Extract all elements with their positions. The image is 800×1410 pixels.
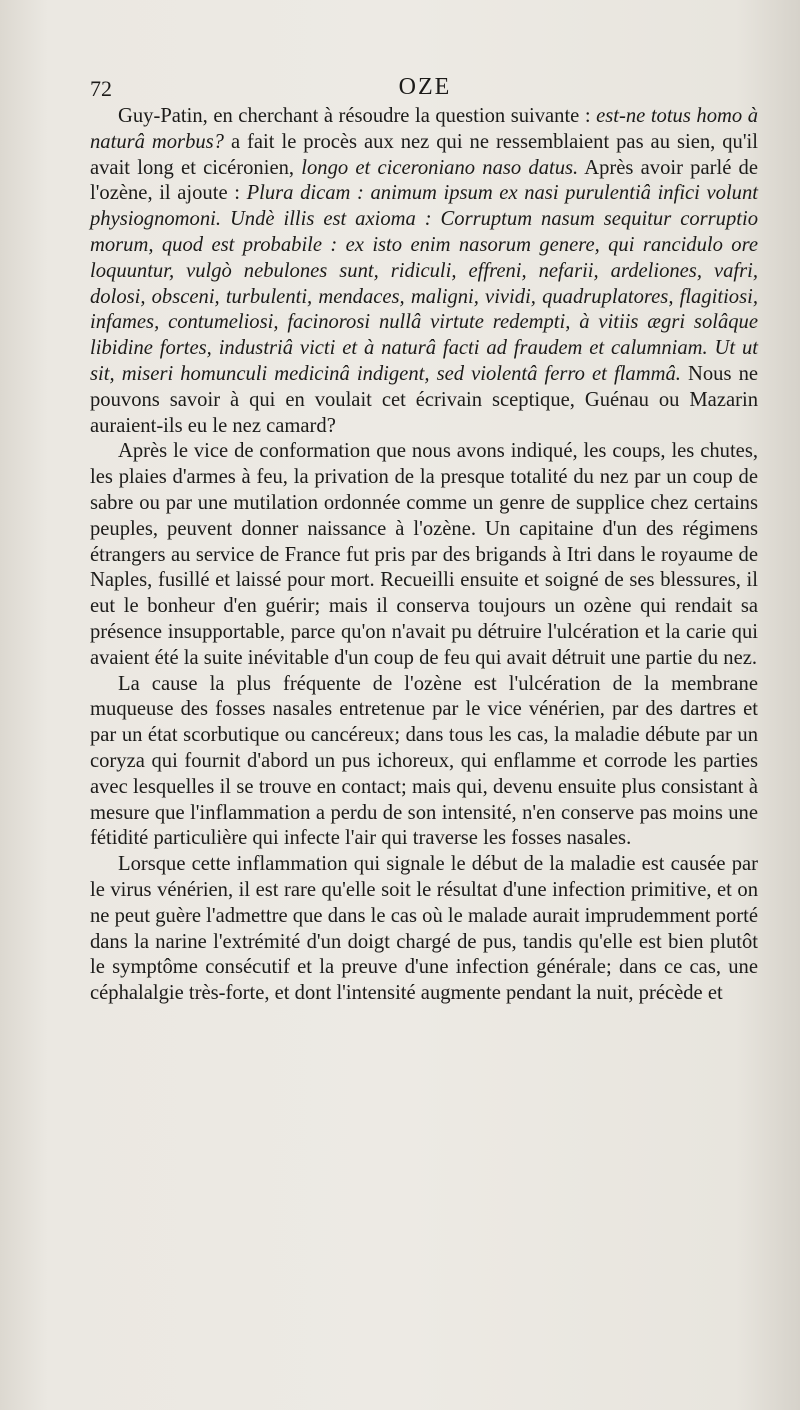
text-segment: Lorsque cette inflammation qui signale le début de la maladie est causée par le virus vénérien, il est rare qu'elle soit le résultat d'une infection primitive, et on ne peut guère l'admettre que dans le cas où le malade aurait imprudemment porté dans la narine l'extrémité d'un doigt chargé de pus, tandis qu'elle est bien plutôt le symptôme consécutif et la preuve d'une infection générale; dans ce cas, une céphalalgie très-forte, et dont l'intensité augmente pendant la nuit, précède et (90, 853, 758, 1005)
paragraph-causes (90, 439, 758, 671)
running-title: OZE (398, 74, 452, 100)
text-segment: a fait le procès aux nez qui ne ressemblaient pas au sien, qu'il avait long et cicéronien, (90, 130, 758, 179)
paragraph-frequent-cause (90, 672, 758, 853)
paragraph-guy-patin (90, 104, 758, 439)
latin-quote: Plura dicam : animum ipsum ex nasi purulentiâ infici volunt physiognomoni. Undè illis est axioma : Corruptum nasum sequitur corruptio morum, quod est probabile : ex isto enim nasorum genere, qui rancidulo ore loquuntur, vulgò nebulones sunt, ridiculi, effreni, nefarii, ardeliones, vafri, dolosi, obsceni, turbulenti, mendaces, maligni, vividi, quadruplatores, flagitiosi, infames, contumeliosi, facinorosi nullâ virtute redempti, à vitiis ægri solâque libidine fortes, industriâ victi et à naturâ facti ad fraudem et calumniam. Ut ut sit, miseri homunculi medicinâ indigent, sed violentâ ferro et flammâ. (90, 182, 758, 385)
paragraph-venereal-virus (90, 852, 758, 1007)
body-text (90, 104, 758, 1007)
text-segment: Après le vice de conformation que nous avons indiqué, les coups, les chutes, les plaies d'armes à feu, la privation de la presque totalité du nez par un coup de sabre ou par une mutilation ordonnée comme un genre de supplice chez certains peuples, peuvent donner naissance à l'ozène. Un capitaine d'un des régimens étrangers au service de France fut pris par des brigands à Itri dans le royaume de Naples, fusillé et laissé pour mort. Recueilli ensuite et soigné de ses blessures, il eut le bonheur d'en guérir; mais il conserva toujours un ozène qui rendait sa présence insupportable, parce qu'on n'avait pu détruire l'ulcération et la carie qui avaient été la suite inévitable d'un coup de feu qui avait détruit une partie du nez. (90, 440, 758, 669)
latin-quote: est-ne totus homo à naturâ morbus? (90, 105, 758, 153)
text-segment: Guy-Patin, en cherchant à résoudre la question suivante : (118, 105, 597, 127)
text-segment: Nous ne pouvons savoir à qui en voulait cet écrivain sceptique, Guénau ou Mazarin auraient-ils eu le nez camard? (90, 362, 759, 437)
latin-quote: longo et ciceroniano naso datus. (301, 156, 579, 179)
page-number: 72 (90, 76, 112, 101)
page-header (90, 74, 760, 104)
text-segment: La cause la plus fréquente de l'ozène est l'ulcération de la membrane muqueuse des fosses nasales entretenue par le vice vénérien, par des dartres et par un état scorbutique ou cancéreux; dans tous les cas, la maladie débute par un coryza qui fournit d'abord un pus ichoreux, qui enflamme et corrode les parties avec lesquelles il se trouve en contact; mais qui, devenu ensuite plus consistant à mesure que l'inflammation a perdu de son intensité, n'en conserve pas moins une fétidité particulière qui infecte l'air qui traverse les fosses nasales. (90, 672, 758, 850)
text-segment: Après avoir parlé de l'ozène, il ajoute : (90, 156, 758, 205)
